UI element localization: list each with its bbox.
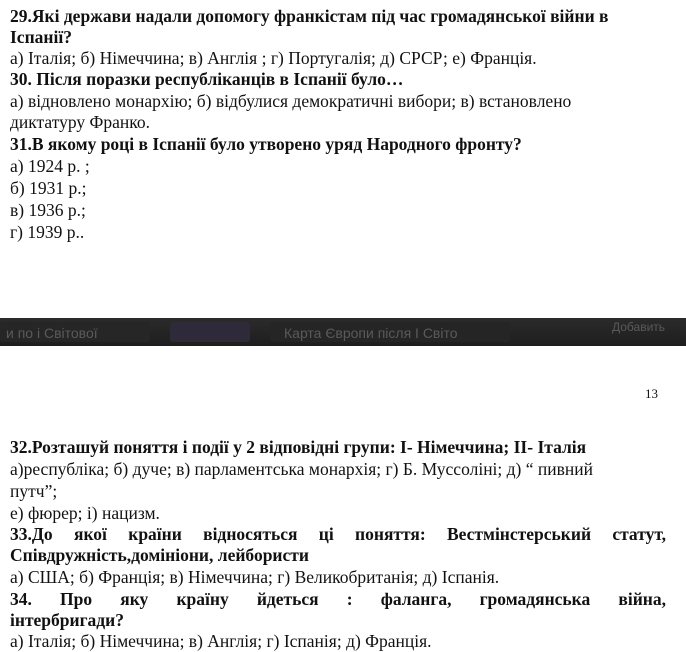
tab-middle-label[interactable]: Карта Європи після І Світо	[284, 325, 458, 341]
q33-title: 33.До якої країни відносяться ці поняття: Вестмінстерський статут,	[10, 524, 666, 544]
q33-title-cont: Співдружність,домініони, лейбористи	[10, 545, 309, 565]
page-number: 13	[645, 386, 658, 401]
q31-option-a: а) 1924 р. ;	[10, 156, 90, 176]
q30-title: 30. Після поразки республіканців в Іспанії було…	[10, 69, 404, 89]
q31-title: 31.В якому році в Іспанії було утворено уряд Народного фронту?	[10, 134, 522, 154]
browser-tab-strip	[0, 318, 686, 346]
q34-title-cont: інтербригади?	[10, 610, 124, 630]
document-page-top	[0, 0, 686, 318]
q29-title: 29.Які держави надали допомогу франкістам під час громадянської війни в	[10, 6, 609, 26]
q31-option-c: в) 1936 р.;	[10, 200, 86, 220]
q29-title-cont: Іспанії?	[10, 27, 72, 47]
q33-options: а) США; б) Франція; в) Німеччина; г) Великобританія; д) Іспанія.	[10, 567, 500, 587]
q32-options-cont2: е) фюрер; і) нацизм.	[10, 503, 160, 523]
q31-option-b: б) 1931 р.;	[10, 178, 87, 198]
q29-options: а) Італія; б) Німеччина; в) Англія ; г) Португалія; д) СРСР; е) Франція.	[10, 48, 537, 68]
q34-title: 34. Про яку країну йдеться : фаланга, громадянська війна,	[10, 589, 666, 609]
q32-title: 32.Розташуй поняття і події у 2 відповідні групи: І- Німеччина; ІІ- Італія	[10, 437, 587, 457]
add-button[interactable]: Добавить	[612, 320, 666, 334]
tab-left-label[interactable]: и по і Світової	[6, 325, 98, 341]
q30-options: а) відновлено монархію; б) відбулися демократичні вибори; в) встановлено	[10, 91, 572, 111]
q32-options: а)республіка; б) дуче; в) парламентська монархія; г) Б. Муссоліні; д) “ пивний	[10, 459, 593, 479]
tab-thumbnail[interactable]	[170, 322, 250, 342]
q31-option-d: г) 1939 р..	[10, 222, 85, 242]
q32-options-cont: путч”;	[10, 481, 58, 501]
q30-options-cont: диктатуру Франко.	[10, 112, 150, 132]
q34-options: а) Італія; б) Німеччина; в) Англія; г) Іспанія; д) Франція.	[10, 631, 432, 651]
